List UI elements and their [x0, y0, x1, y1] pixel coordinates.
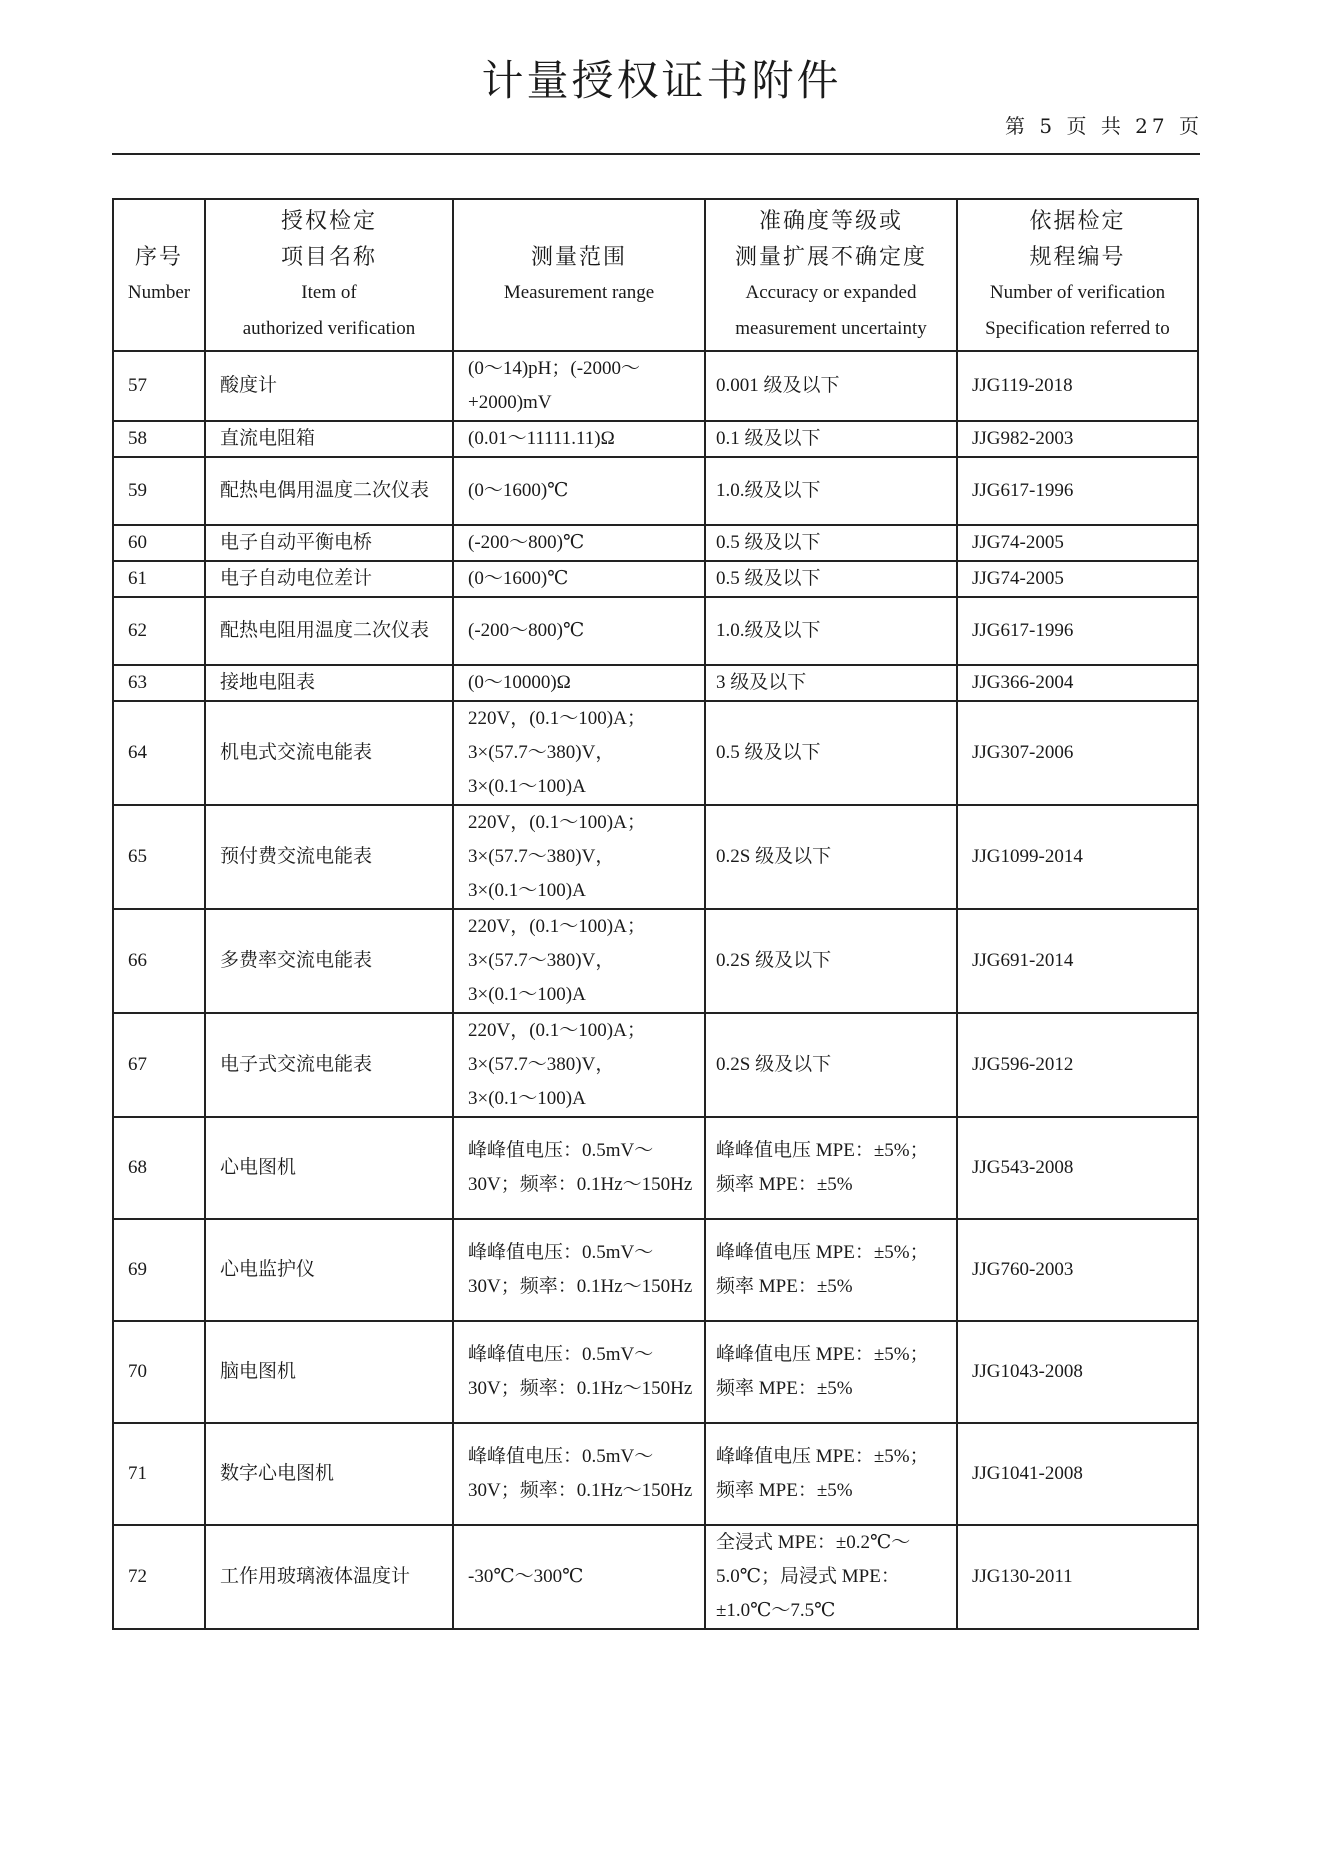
- row-standard: JJG982-2003: [957, 421, 1198, 457]
- header-range-en: Measurement range: [503, 282, 655, 303]
- row-item-name: 配热电偶用温度二次仪表: [205, 457, 453, 525]
- row-accuracy: 0.5 级及以下: [705, 701, 957, 805]
- row-standard: JJG119-2018: [957, 351, 1198, 421]
- row-accuracy: 0.2S 级及以下: [705, 1013, 957, 1117]
- header-number: [113, 199, 205, 351]
- row-range: (0～1600)℃: [453, 457, 705, 525]
- row-item-name: 预付费交流电能表: [205, 805, 453, 909]
- row-range: [453, 701, 705, 805]
- range-line: 220V，(0.1～100)A；: [468, 1020, 646, 1041]
- row-accuracy: 1.0.级及以下: [705, 457, 957, 525]
- row-accuracy: 0.2S 级及以下: [705, 805, 957, 909]
- row-number: 68: [113, 1117, 205, 1219]
- row-standard: JJG74-2005: [957, 525, 1198, 561]
- row-standard: JJG543-2008: [957, 1117, 1198, 1219]
- range-line: 3×(57.7～380)V，: [468, 950, 615, 971]
- row-accuracy: 3 级及以下: [705, 665, 957, 701]
- row-item-name: 酸度计: [205, 351, 453, 421]
- row-number: 59: [113, 457, 205, 525]
- header-item-zh-1: 授权检定: [280, 208, 377, 233]
- table-row: [113, 421, 1198, 457]
- table-row: [113, 1321, 1198, 1423]
- row-item-name: 机电式交流电能表: [205, 701, 453, 805]
- range-line: 220V，(0.1～100)A；: [468, 708, 646, 729]
- table-row: [113, 597, 1198, 665]
- table-row: [113, 909, 1198, 1013]
- header-number-zh: 序号: [134, 244, 183, 269]
- header-standard-en-1: Number of verification: [989, 282, 1166, 303]
- row-standard: JJG74-2005: [957, 561, 1198, 597]
- row-item-name: 电子自动电位差计: [205, 561, 453, 597]
- row-standard: JJG307-2006: [957, 701, 1198, 805]
- row-standard: JJG617-1996: [957, 457, 1198, 525]
- header-item-en-2: authorized verification: [242, 318, 416, 339]
- row-range: [453, 909, 705, 1013]
- header-range-zh: 测量范围: [530, 244, 627, 269]
- row-accuracy: 0.5 级及以下: [705, 561, 957, 597]
- range-line: 3×(0.1～100)A: [468, 1088, 586, 1109]
- row-number: 71: [113, 1423, 205, 1525]
- table-row: [113, 457, 1198, 525]
- header-item: [205, 199, 453, 351]
- row-standard: JJG366-2004: [957, 665, 1198, 701]
- row-range: [453, 1013, 705, 1117]
- row-number: 60: [113, 525, 205, 561]
- row-accuracy: 0.5 级及以下: [705, 525, 957, 561]
- header-number-en: Number: [127, 282, 191, 303]
- row-standard: JJG691-2014: [957, 909, 1198, 1013]
- row-number: 61: [113, 561, 205, 597]
- row-range: (0～14)pH；(-2000～+2000)mV: [453, 351, 705, 421]
- table-header-row: [113, 199, 1198, 351]
- row-number: 63: [113, 665, 205, 701]
- header-standard-zh-1: 依据检定: [1029, 208, 1126, 233]
- row-accuracy: 0.2S 级及以下: [705, 909, 957, 1013]
- row-number: 64: [113, 701, 205, 805]
- table-row: [113, 1219, 1198, 1321]
- row-number: 67: [113, 1013, 205, 1117]
- document-title: 计量授权证书附件: [481, 56, 842, 105]
- header-accuracy-zh-2: 测量扩展不确定度: [734, 244, 927, 269]
- row-item-name: 脑电图机: [205, 1321, 453, 1423]
- row-range: (0～10000)Ω: [453, 665, 705, 701]
- range-line: 220V，(0.1～100)A；: [468, 916, 646, 937]
- authorization-table: [112, 198, 1199, 1630]
- row-standard: JJG1041-2008: [957, 1423, 1198, 1525]
- header-item-en-1: Item of: [301, 282, 357, 303]
- row-standard: JJG596-2012: [957, 1013, 1198, 1117]
- row-standard: JJG1099-2014: [957, 805, 1198, 909]
- row-range: [453, 805, 705, 909]
- table-row: [113, 805, 1198, 909]
- row-range: 峰峰值电压：0.5mV～30V；频率：0.1Hz～150Hz: [453, 1219, 705, 1321]
- header-standard-zh-2: 规程编号: [1029, 244, 1126, 269]
- row-item-name: 电子自动平衡电桥: [205, 525, 453, 561]
- table-row: [113, 525, 1198, 561]
- table-row: [113, 351, 1198, 421]
- range-line: 3×(0.1～100)A: [468, 880, 586, 901]
- row-accuracy: 峰峰值电压 MPE：±5%；频率 MPE：±5%: [705, 1423, 957, 1525]
- row-range: (0.01～11111.11)Ω: [453, 421, 705, 457]
- page-indicator: 第 5 页 共 27 页: [1005, 114, 1203, 138]
- row-item-name: 直流电阻箱: [205, 421, 453, 457]
- row-number: 69: [113, 1219, 205, 1321]
- row-number: 65: [113, 805, 205, 909]
- range-line: 3×(0.1～100)A: [468, 776, 586, 797]
- table-row: [113, 1423, 1198, 1525]
- row-accuracy: 0.1 级及以下: [705, 421, 957, 457]
- row-range: -30℃～300℃: [453, 1525, 705, 1629]
- table-row: [113, 665, 1198, 701]
- row-item-name: 心电图机: [205, 1117, 453, 1219]
- table-row: [113, 1013, 1198, 1117]
- header-accuracy-zh-1: 准确度等级或: [758, 208, 903, 233]
- row-range: 峰峰值电压：0.5mV～30V；频率：0.1Hz～150Hz: [453, 1423, 705, 1525]
- header-range: [453, 199, 705, 351]
- row-item-name: 数字心电图机: [205, 1423, 453, 1525]
- row-number: 66: [113, 909, 205, 1013]
- table-row: [113, 1117, 1198, 1219]
- row-accuracy: 0.001 级及以下: [705, 351, 957, 421]
- range-line: 3×(0.1～100)A: [468, 984, 586, 1005]
- header-standard-en-2: Specification referred to: [985, 318, 1170, 339]
- row-item-name: 配热电阻用温度二次仪表: [205, 597, 453, 665]
- row-accuracy: 峰峰值电压 MPE：±5%；频率 MPE：±5%: [705, 1117, 957, 1219]
- header-standard: [957, 199, 1198, 351]
- row-accuracy: 峰峰值电压 MPE：±5%；频率 MPE：±5%: [705, 1219, 957, 1321]
- range-line: 3×(57.7～380)V，: [468, 846, 615, 867]
- range-line: 3×(57.7～380)V，: [468, 742, 615, 763]
- row-accuracy: 峰峰值电压 MPE：±5%；频率 MPE：±5%: [705, 1321, 957, 1423]
- row-accuracy: 1.0.级及以下: [705, 597, 957, 665]
- row-range: 峰峰值电压：0.5mV～30V；频率：0.1Hz～150Hz: [453, 1117, 705, 1219]
- header-accuracy-en-2: measurement uncertainty: [735, 318, 927, 339]
- table-row: [113, 701, 1198, 805]
- row-item-name: 心电监护仪: [205, 1219, 453, 1321]
- row-range: (-200～800)℃: [453, 525, 705, 561]
- row-number: 58: [113, 421, 205, 457]
- table-row: [113, 1525, 1198, 1629]
- table-row: [113, 561, 1198, 597]
- header-rule: [112, 153, 1200, 155]
- row-standard: JJG760-2003: [957, 1219, 1198, 1321]
- row-accuracy: 全浸式 MPE：±0.2℃～5.0℃；局浸式 MPE：±1.0℃～7.5℃: [705, 1525, 957, 1629]
- range-line: 220V，(0.1～100)A；: [468, 812, 646, 833]
- row-standard: JJG1043-2008: [957, 1321, 1198, 1423]
- row-standard: JJG617-1996: [957, 597, 1198, 665]
- row-range: 峰峰值电压：0.5mV～30V；频率：0.1Hz～150Hz: [453, 1321, 705, 1423]
- header-accuracy-en-1: Accuracy or expanded: [745, 282, 917, 303]
- row-range: (0～1600)℃: [453, 561, 705, 597]
- row-range: (-200～800)℃: [453, 597, 705, 665]
- row-item-name: 电子式交流电能表: [205, 1013, 453, 1117]
- header-accuracy: [705, 199, 957, 351]
- row-number: 70: [113, 1321, 205, 1423]
- row-number: 62: [113, 597, 205, 665]
- row-item-name: 工作用玻璃液体温度计: [205, 1525, 453, 1629]
- range-line: 3×(57.7～380)V，: [468, 1054, 615, 1075]
- row-item-name: 接地电阻表: [205, 665, 453, 701]
- row-item-name: 多费率交流电能表: [205, 909, 453, 1013]
- row-number: 57: [113, 351, 205, 421]
- row-number: 72: [113, 1525, 205, 1629]
- header-item-zh-2: 项目名称: [280, 244, 377, 269]
- row-standard: JJG130-2011: [957, 1525, 1198, 1629]
